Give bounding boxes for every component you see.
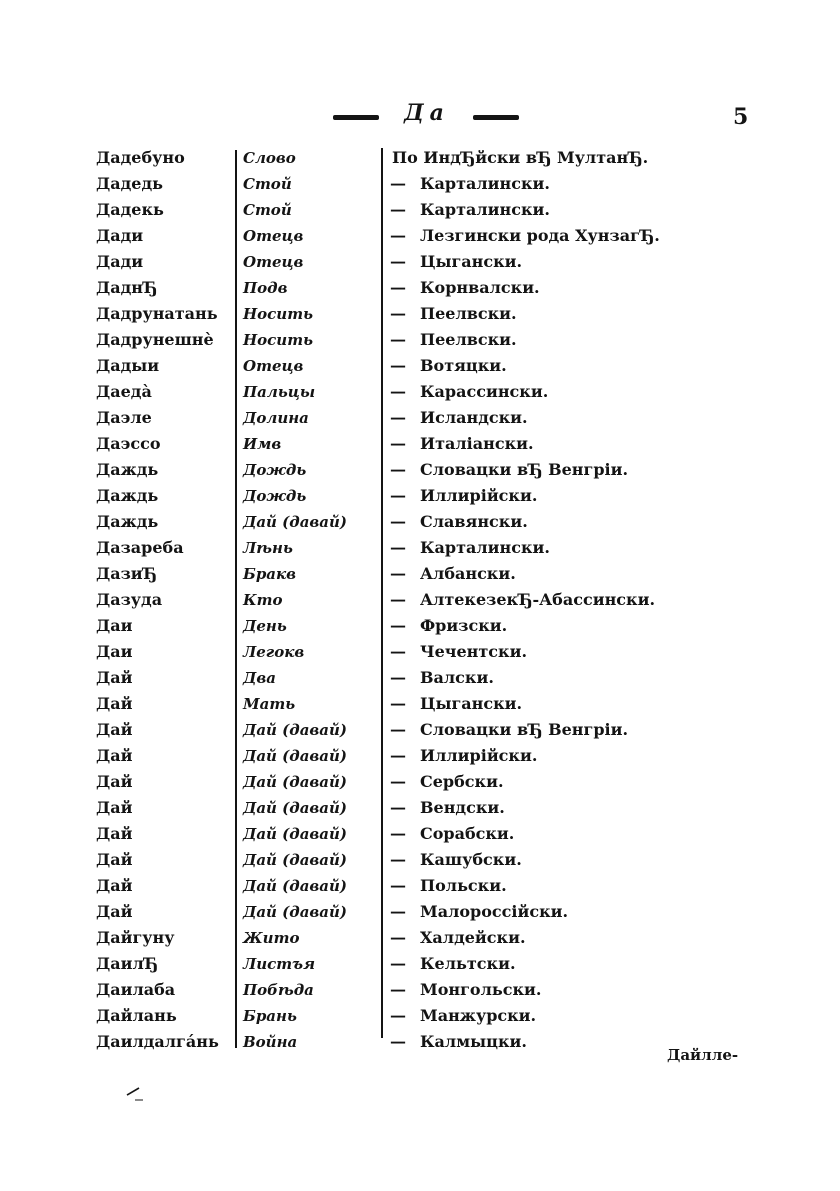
entry-language: Польски. <box>420 876 507 895</box>
dictionary-entry <box>0 665 840 691</box>
entry-language: Малороссійски. <box>420 902 569 921</box>
entry-headword: Даждь <box>96 460 159 479</box>
entry-meaning: Дай (давай) <box>243 799 348 817</box>
entry-headword: Дадрунешнѐ <box>96 330 214 349</box>
entry-meaning: Дай (давай) <box>243 851 348 869</box>
entry-dash: — <box>390 512 406 531</box>
entry-language: Сербски. <box>420 772 504 791</box>
dictionary-entry <box>0 327 840 353</box>
dictionary-entry <box>0 483 840 509</box>
entry-headword: Дазуда <box>96 590 163 609</box>
entry-headword: Дай <box>96 876 133 895</box>
entry-language: Карталински. <box>420 538 550 557</box>
entry-language: Манжурски. <box>420 1006 537 1025</box>
dictionary-entry <box>0 847 840 873</box>
dictionary-entry <box>0 197 840 223</box>
entry-meaning: Легокв <box>243 643 305 661</box>
entry-language: Вотяцки. <box>420 356 507 375</box>
entry-meaning: Стой <box>243 201 292 219</box>
entry-meaning: Носить <box>243 331 313 349</box>
dictionary-entry <box>0 379 840 405</box>
entry-meaning: Пальцы <box>243 383 316 401</box>
entry-language: Славянски. <box>420 512 528 531</box>
entry-headword: Дади <box>96 226 144 245</box>
entry-language: Иллирійски. <box>420 486 538 505</box>
entry-dash: — <box>390 642 406 661</box>
entry-meaning: Дай (давай) <box>243 721 348 739</box>
entry-headword: Дайгуну <box>96 928 175 947</box>
entry-headword: Даедà <box>96 382 152 401</box>
entry-dash: — <box>390 564 406 583</box>
entry-dash: — <box>390 226 406 245</box>
entry-headword: Дазареба <box>96 538 184 557</box>
dictionary-entry <box>0 925 840 951</box>
dictionary-entry <box>0 353 840 379</box>
entry-headword: Дай <box>96 902 133 921</box>
catchword: Дайлле- <box>667 1046 739 1064</box>
entry-meaning: Слово <box>243 149 296 167</box>
dictionary-entry <box>0 431 840 457</box>
entry-dash: — <box>390 746 406 765</box>
entry-dash: — <box>390 408 406 427</box>
entry-language: Словацки вЂ Венгріи. <box>420 720 629 739</box>
entry-meaning: Отецв <box>243 227 304 245</box>
dictionary-entry <box>0 613 840 639</box>
dictionary-entry <box>0 717 840 743</box>
entry-meaning: День <box>243 617 287 635</box>
entry-language: Цыгански. <box>420 694 523 713</box>
entry-language: Карассински. <box>420 382 549 401</box>
entry-dash: — <box>390 304 406 323</box>
entry-language: Халдейски. <box>420 928 526 947</box>
entry-language: Исландски. <box>420 408 528 427</box>
dictionary-entry <box>0 977 840 1003</box>
entry-language: Карталински. <box>420 200 550 219</box>
entry-headword: Даи <box>96 642 133 661</box>
entry-language: Пеелвски. <box>420 304 517 323</box>
entry-language: Валски. <box>420 668 494 687</box>
entry-language: Калмыцки. <box>420 1032 527 1051</box>
dictionary-entry <box>0 587 840 613</box>
entry-dash: — <box>390 616 406 635</box>
entry-meaning: Отецв <box>243 357 304 375</box>
dictionary-entry <box>0 509 840 535</box>
entry-dash: — <box>390 668 406 687</box>
dictionary-entries <box>0 145 840 1055</box>
entry-headword: Дай <box>96 746 133 765</box>
entry-dash: — <box>390 356 406 375</box>
dictionary-entry <box>0 639 840 665</box>
entry-meaning: Война <box>243 1033 298 1051</box>
entry-dash: — <box>390 252 406 271</box>
dictionary-entry <box>0 873 840 899</box>
entry-language: Италіански. <box>420 434 534 453</box>
entry-language: Монгольски. <box>420 980 542 999</box>
entry-meaning: Имв <box>243 435 282 453</box>
entry-dash: — <box>390 954 406 973</box>
dictionary-entry <box>0 223 840 249</box>
entry-language: Албански. <box>420 564 516 583</box>
entry-headword: Дади <box>96 252 144 271</box>
entry-dash: — <box>390 460 406 479</box>
entry-dash: — <box>390 330 406 349</box>
dictionary-entry <box>0 769 840 795</box>
entry-dash: — <box>390 772 406 791</box>
entry-meaning: Дай (давай) <box>243 825 348 843</box>
entry-language: Корнвалски. <box>420 278 540 297</box>
entry-meaning: Кто <box>243 591 283 609</box>
entry-meaning: Дождь <box>243 487 307 505</box>
entry-dash: — <box>390 200 406 219</box>
entry-headword: Дадыи <box>96 356 160 375</box>
page-title: Да <box>404 100 450 126</box>
entry-language: Сорабски. <box>420 824 515 843</box>
entry-headword: ДаилЂ <box>96 954 159 973</box>
entry-headword: ДаднЂ <box>96 278 158 297</box>
dictionary-entry <box>0 561 840 587</box>
dictionary-entry <box>0 301 840 327</box>
entry-meaning: Дай (давай) <box>243 877 348 895</box>
dictionary-entry <box>0 535 840 561</box>
entry-dash: — <box>390 798 406 817</box>
entry-language: Чечентски. <box>420 642 528 661</box>
entry-dash: — <box>390 1032 406 1051</box>
entry-headword: Дай <box>96 720 133 739</box>
entry-meaning: Дай (давай) <box>243 903 348 921</box>
entry-meaning: Листъя <box>243 955 316 973</box>
entry-headword: Даждь <box>96 486 159 505</box>
entry-meaning: Стой <box>243 175 292 193</box>
entry-meaning: Долина <box>243 409 309 427</box>
entry-dash: — <box>390 876 406 895</box>
entry-language: Карталински. <box>420 174 550 193</box>
entry-headword: ДазиЂ <box>96 564 158 583</box>
entry-headword: Дай <box>96 824 133 843</box>
entry-headword: Даи <box>96 616 133 635</box>
entry-meaning: Побѣда <box>243 981 314 999</box>
entry-headword: Дай <box>96 772 133 791</box>
entry-meaning: Дай (давай) <box>243 773 348 791</box>
entry-meaning: Подв <box>243 279 288 297</box>
entry-language: Лезгински рода ХунзагЂ. <box>420 226 660 245</box>
header-rule-right <box>473 115 519 120</box>
dictionary-entry <box>0 951 840 977</box>
entry-headword: Даилдалга́нь <box>96 1032 219 1051</box>
entry-dash: — <box>390 590 406 609</box>
entry-meaning: Два <box>243 669 276 687</box>
entry-language: Пеелвски. <box>420 330 517 349</box>
dictionary-entry <box>0 145 840 171</box>
entry-dash: — <box>390 902 406 921</box>
entry-meaning: Дождь <box>243 461 307 479</box>
entry-headword: Дайлань <box>96 1006 177 1025</box>
entry-language: Кельтски. <box>420 954 516 973</box>
entry-meaning: Дай (давай) <box>243 513 348 531</box>
entry-dash: — <box>390 694 406 713</box>
entry-meaning: Жито <box>243 929 300 947</box>
entry-dash: — <box>390 850 406 869</box>
entry-headword: Дай <box>96 850 133 869</box>
entry-dash: — <box>390 824 406 843</box>
entry-meaning: Брань <box>243 1007 297 1025</box>
entry-headword: Дадрунатань <box>96 304 218 323</box>
entry-headword: Даэле <box>96 408 152 427</box>
entry-headword: Даилаба <box>96 980 176 999</box>
entry-dash: — <box>390 720 406 739</box>
entry-language: АлтекезекЂ-Абассински. <box>420 590 656 609</box>
dictionary-entry <box>0 405 840 431</box>
entry-dash: — <box>390 382 406 401</box>
dictionary-entry <box>0 899 840 925</box>
dictionary-entry <box>0 249 840 275</box>
entry-meaning: Лѣнь <box>243 539 293 557</box>
header-rule-left <box>333 115 379 120</box>
page-header <box>0 100 840 134</box>
dictionary-entry <box>0 1003 840 1029</box>
entry-meaning: Дай (давай) <box>243 747 348 765</box>
entry-language: Иллирійски. <box>420 746 538 765</box>
dictionary-entry <box>0 743 840 769</box>
dictionary-entry <box>0 275 840 301</box>
page-number: 5 <box>733 104 749 130</box>
entry-dash: — <box>390 174 406 193</box>
entry-headword: Дадедь <box>96 174 163 193</box>
entry-dash: — <box>390 928 406 947</box>
dictionary-entry <box>0 171 840 197</box>
entry-language: Кашубски. <box>420 850 522 869</box>
entry-headword: Дадекь <box>96 200 164 219</box>
entry-headword: Даэссо <box>96 434 161 453</box>
entry-headword: Дадебуно <box>96 148 185 167</box>
entry-language: По ИндЂйски вЂ МултанЂ. <box>392 148 649 167</box>
entry-language: Фризски. <box>420 616 508 635</box>
entry-meaning: Мать <box>243 695 296 713</box>
entry-headword: Дай <box>96 798 133 817</box>
entry-language: Вендски. <box>420 798 505 817</box>
entry-language: Цыгански. <box>420 252 523 271</box>
entry-dash: — <box>390 486 406 505</box>
dictionary-entry <box>0 457 840 483</box>
entry-dash: — <box>390 434 406 453</box>
dictionary-entry <box>0 795 840 821</box>
dictionary-entry <box>0 691 840 717</box>
entry-meaning: Носить <box>243 305 313 323</box>
entry-language: Словацки вЂ Венгріи. <box>420 460 629 479</box>
entry-dash: — <box>390 1006 406 1025</box>
entry-meaning: Отецв <box>243 253 304 271</box>
entry-headword: Дай <box>96 694 133 713</box>
entry-dash: — <box>390 980 406 999</box>
dictionary-entry <box>0 821 840 847</box>
entry-headword: Даждь <box>96 512 159 531</box>
entry-dash: — <box>390 538 406 557</box>
stray-ink-mark <box>125 1083 147 1103</box>
entry-dash: — <box>390 278 406 297</box>
entry-meaning: Бракв <box>243 565 297 583</box>
entry-headword: Дай <box>96 668 133 687</box>
